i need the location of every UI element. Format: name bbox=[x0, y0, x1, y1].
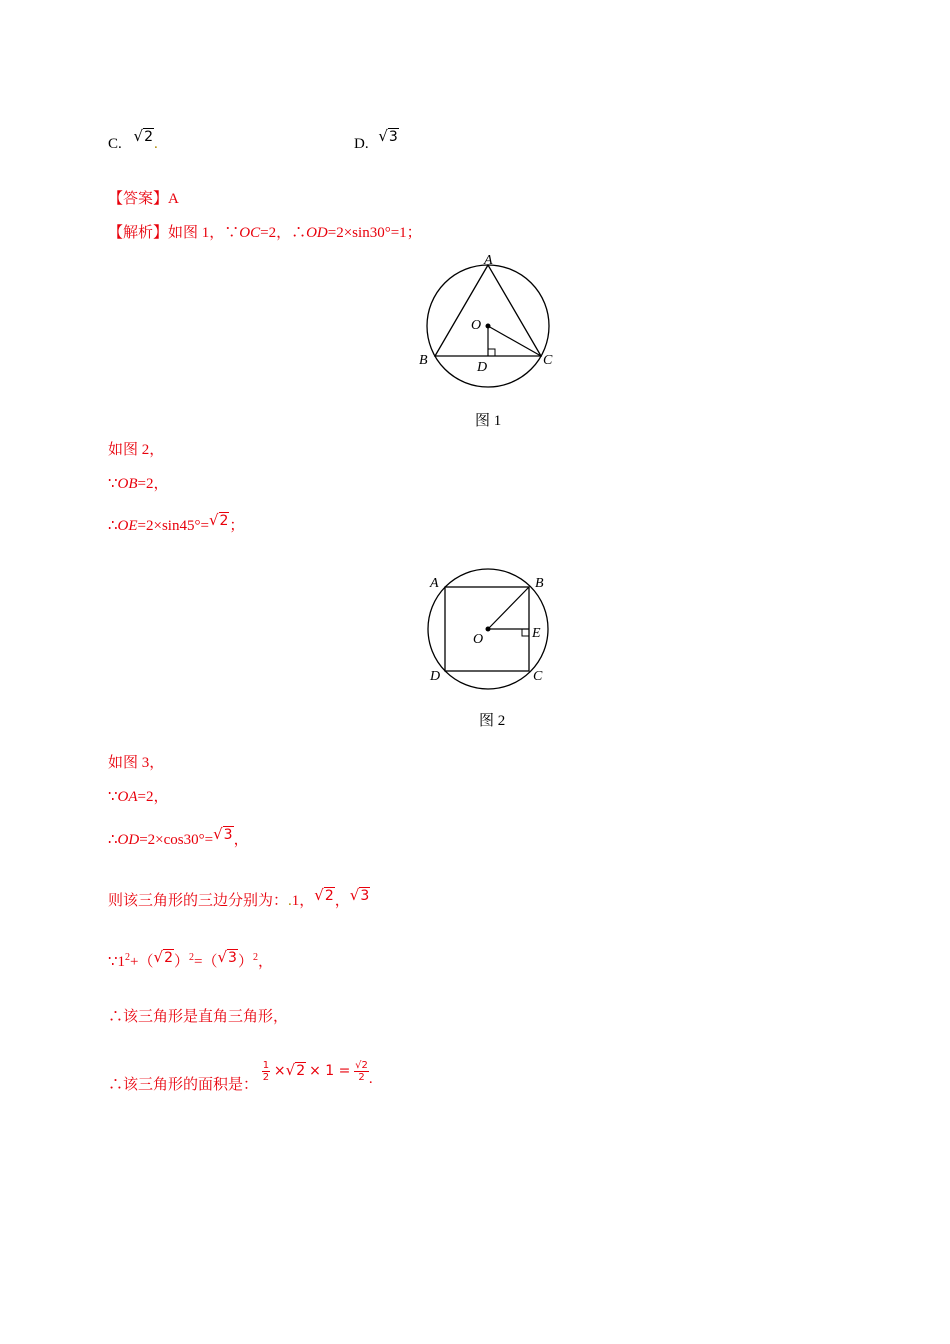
figure-2-label-e: E bbox=[532, 626, 541, 641]
figure-1-oc bbox=[488, 326, 541, 356]
fig2-oe-line: ∴OE=2×sin45°=√2； bbox=[108, 511, 245, 534]
figure-2 bbox=[413, 568, 563, 698]
figure-1-center bbox=[486, 324, 491, 329]
answer-line bbox=[108, 189, 179, 209]
fig3-od-radical: √3 bbox=[213, 825, 233, 843]
fig3-oa-line: ∵OA=2， bbox=[108, 789, 169, 805]
figure-2-ob bbox=[488, 587, 529, 629]
figure-2-label-a: A bbox=[430, 576, 439, 591]
option-c bbox=[108, 127, 158, 154]
figure-1-label-c: C bbox=[543, 353, 553, 368]
analysis-line-1: 【解析】如图 1，∵OC=2，∴OD=2×sin30°=1； bbox=[108, 225, 422, 241]
area-radical-2: √2 bbox=[285, 1061, 306, 1079]
option-c-dot: . bbox=[154, 136, 158, 152]
option-d-radical: √3 bbox=[378, 127, 398, 145]
figure-2-center bbox=[486, 627, 491, 632]
figure-1-caption: 图 1 bbox=[475, 413, 502, 429]
answer-tag: 【答案】 bbox=[108, 191, 169, 207]
fig2-oe-radical: √2 bbox=[208, 511, 229, 529]
option-d bbox=[354, 127, 399, 154]
pythag-radical-2: √2 bbox=[153, 948, 173, 966]
figure-2-label-o: O bbox=[473, 632, 484, 647]
fig2-intro: 如图 2， bbox=[108, 442, 165, 458]
area-fraction-result: $\frac{√2}{2}$ bbox=[355, 1060, 368, 1084]
pythag-radical-3: √3 bbox=[217, 948, 237, 966]
pythag-line: $\because 1^2+(√2)^2=(√3)^2$， bbox=[108, 948, 273, 970]
area-line: ∴该三角形的面积是： $\frac{1}{2}$ ×√2 × 1 = $\frac{√2}{2}$ . bbox=[108, 1060, 373, 1096]
figure-1-label-a: A bbox=[484, 253, 493, 268]
sides-radical-2: √2 bbox=[314, 886, 334, 904]
option-d-label: D. bbox=[354, 136, 369, 152]
option-c-radical: √2 bbox=[133, 127, 153, 145]
analysis-tag: 【解析】 bbox=[108, 225, 169, 241]
figure-1-label-b: B bbox=[419, 353, 428, 368]
figure-2-label-b: B bbox=[535, 576, 544, 591]
figure-2-label-c: C bbox=[533, 669, 543, 684]
option-c-label: C. bbox=[108, 136, 122, 152]
figure-1-right-angle bbox=[488, 349, 495, 356]
right-triangle-line: ∴该三角形是直角三角形， bbox=[108, 1009, 289, 1025]
area-fraction-half: $\frac{1}{2}$ bbox=[262, 1060, 270, 1084]
fig2-ob-line: ∵OB=2， bbox=[108, 476, 169, 492]
figure-1 bbox=[413, 252, 563, 392]
figure-2-caption: 图 2 bbox=[479, 713, 506, 729]
figure-2-label-d: D bbox=[430, 669, 441, 684]
sides-line: 则该三角形的三边分别为：.1，√2，√3 bbox=[108, 886, 370, 909]
figure-1-label-d: D bbox=[477, 360, 488, 375]
fig3-od-line: ∴OD=2×cos30°=√3， bbox=[108, 825, 249, 848]
figure-1-label-o: O bbox=[471, 318, 482, 333]
figure-2-right-angle bbox=[522, 629, 529, 636]
fig3-intro: 如图 3， bbox=[108, 755, 165, 771]
answer-value: A bbox=[168, 191, 179, 207]
sides-radical-3: √3 bbox=[349, 886, 370, 904]
